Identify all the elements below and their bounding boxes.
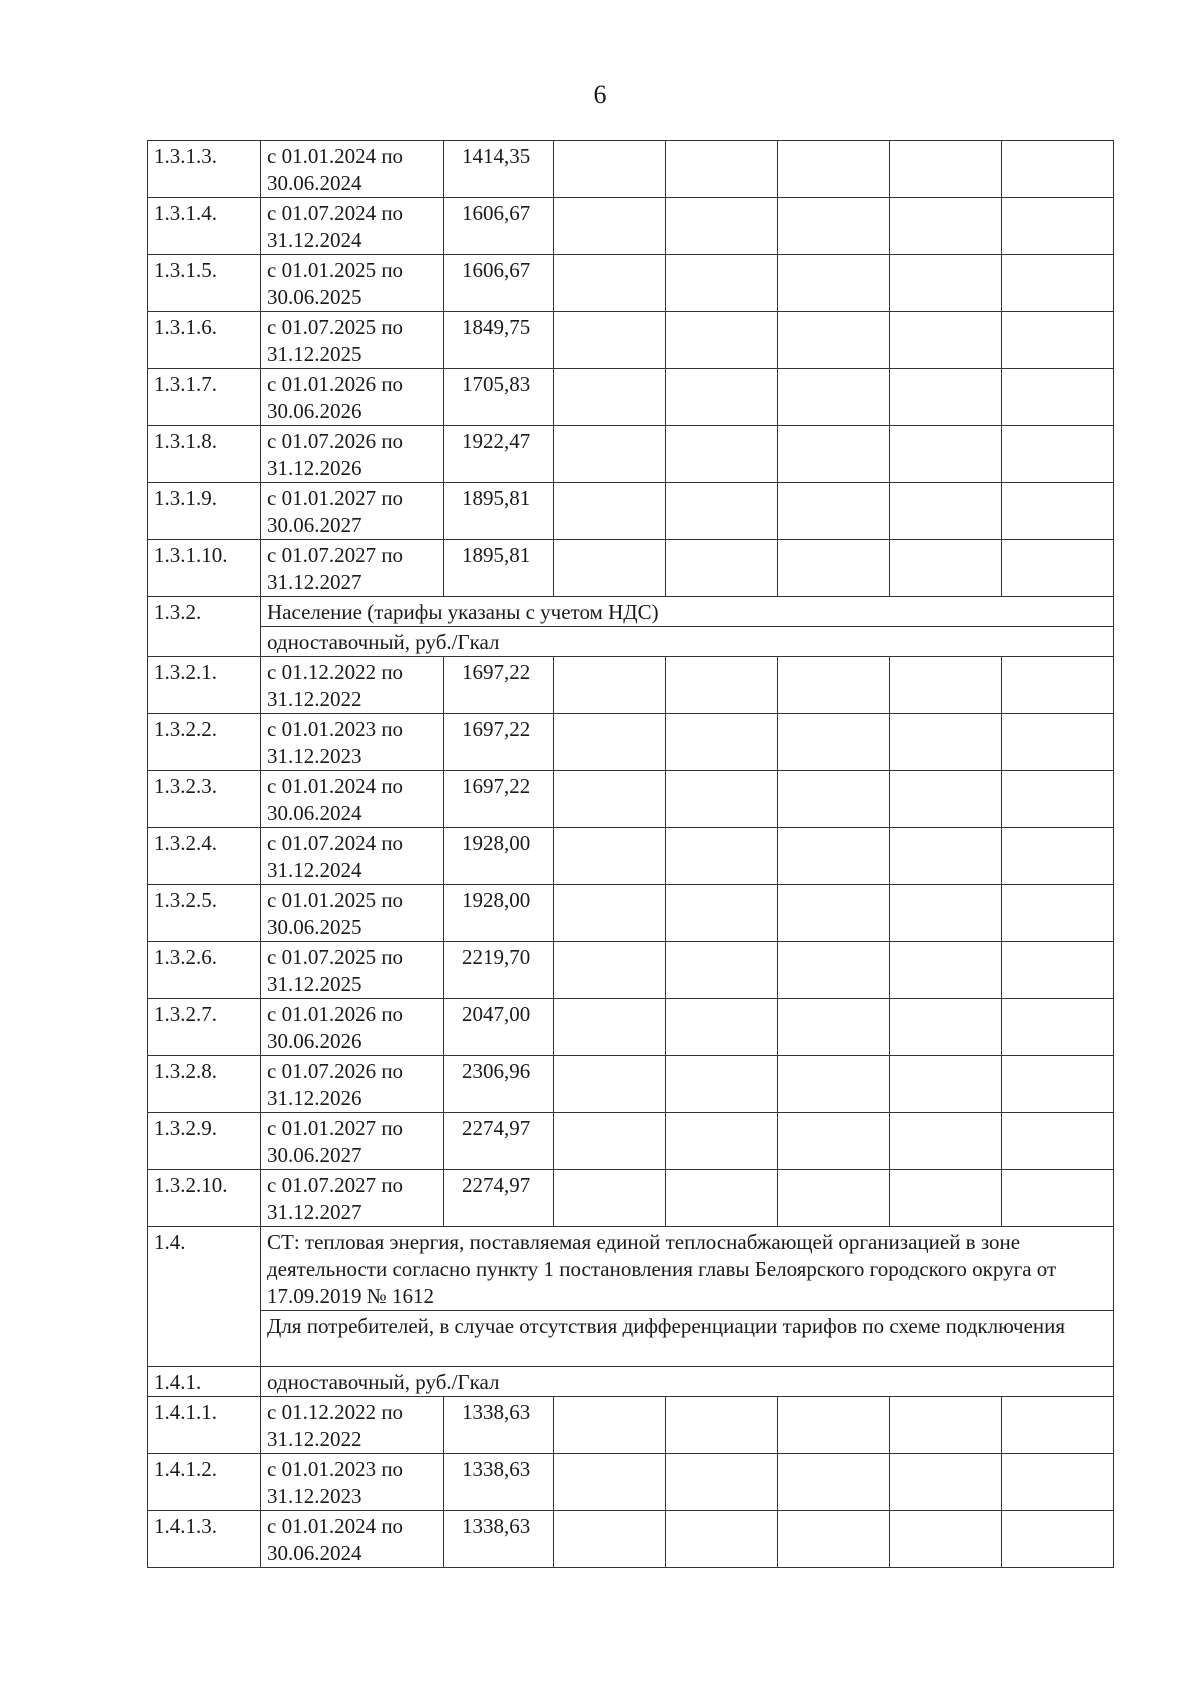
tariff-value-cell: 1697,22 [444, 714, 554, 771]
tariff-table-body [148, 141, 1114, 1568]
empty-cell [890, 771, 1002, 828]
empty-cell [1002, 1397, 1114, 1454]
period-end: 31.12.2024 [267, 858, 362, 882]
empty-cell [1002, 141, 1114, 198]
row-number-cell: 1.3.1.8. [148, 426, 261, 483]
empty-cell [890, 828, 1002, 885]
table-row [148, 426, 1114, 483]
empty-cell [1002, 1170, 1114, 1227]
tariff-value-cell: 1697,22 [444, 657, 554, 714]
empty-cell [778, 1454, 890, 1511]
empty-cell [890, 369, 1002, 426]
period-cell [261, 1170, 444, 1227]
empty-cell [554, 312, 666, 369]
period-end: 30.06.2026 [267, 1029, 362, 1053]
table-row [148, 1170, 1114, 1227]
period-cell [261, 141, 444, 198]
empty-cell [666, 828, 778, 885]
empty-cell [890, 999, 1002, 1056]
empty-cell [554, 771, 666, 828]
period-cell [261, 255, 444, 312]
period-cell [261, 999, 444, 1056]
period-end: 31.12.2026 [267, 456, 362, 480]
empty-cell [554, 1511, 666, 1568]
empty-cell [778, 540, 890, 597]
table-row [148, 483, 1114, 540]
tariff-value-cell: 1697,22 [444, 771, 554, 828]
tariff-value-cell: 2219,70 [444, 942, 554, 999]
period-start: с 01.01.2025 по [267, 258, 404, 282]
empty-cell [778, 1056, 890, 1113]
empty-cell [666, 255, 778, 312]
period-end: 31.12.2027 [267, 570, 362, 594]
empty-cell [1002, 369, 1114, 426]
table-row [148, 1511, 1114, 1568]
period-cell [261, 1454, 444, 1511]
empty-cell [890, 1113, 1002, 1170]
period-end: 30.06.2027 [267, 513, 362, 537]
row-number-cell: 1.3.2.6. [148, 942, 261, 999]
table-row [148, 1454, 1114, 1511]
empty-cell [778, 942, 890, 999]
section-heading-row [148, 1227, 1114, 1311]
empty-cell [666, 540, 778, 597]
empty-cell [778, 999, 890, 1056]
empty-cell [1002, 942, 1114, 999]
empty-cell [890, 1511, 1002, 1568]
period-start: с 01.07.2025 по [267, 945, 404, 969]
empty-cell [890, 141, 1002, 198]
table-row [148, 1397, 1114, 1454]
section-subtitle-cell: Для потребителей, в случае отсутствия дифференциации тарифов по схеме подключения [261, 1311, 1114, 1367]
period-end: 31.12.2026 [267, 1086, 362, 1110]
table-row [148, 999, 1114, 1056]
period-cell [261, 483, 444, 540]
row-number-cell: 1.3.2.9. [148, 1113, 261, 1170]
empty-cell [1002, 540, 1114, 597]
empty-cell [890, 885, 1002, 942]
empty-cell [554, 483, 666, 540]
period-end: 31.12.2025 [267, 972, 362, 996]
empty-cell [778, 1170, 890, 1227]
empty-cell [666, 1056, 778, 1113]
period-cell [261, 942, 444, 999]
row-number-cell: 1.3.2.5. [148, 885, 261, 942]
empty-cell [554, 1170, 666, 1227]
empty-cell [778, 369, 890, 426]
table-row [148, 657, 1114, 714]
row-number-cell: 1.3.2.7. [148, 999, 261, 1056]
tariff-value-cell: 1849,75 [444, 312, 554, 369]
empty-cell [1002, 198, 1114, 255]
empty-cell [666, 885, 778, 942]
empty-cell [890, 312, 1002, 369]
row-number-cell: 1.4.1. [148, 1367, 261, 1397]
row-number-cell: 1.3.2.4. [148, 828, 261, 885]
table-row [148, 828, 1114, 885]
empty-cell [666, 141, 778, 198]
section-heading-row [148, 1367, 1114, 1397]
empty-cell [1002, 828, 1114, 885]
period-start: с 01.07.2027 по [267, 543, 404, 567]
table-row [148, 714, 1114, 771]
empty-cell [1002, 999, 1114, 1056]
empty-cell [778, 483, 890, 540]
table-row [148, 312, 1114, 369]
empty-cell [666, 771, 778, 828]
period-start: с 01.12.2022 по [267, 660, 404, 684]
empty-cell [1002, 714, 1114, 771]
empty-cell [1002, 1511, 1114, 1568]
row-number-cell: 1.4.1.1. [148, 1397, 261, 1454]
page-number: 6 [593, 80, 607, 109]
empty-cell [666, 483, 778, 540]
tariff-value-cell: 1922,47 [444, 426, 554, 483]
tariff-value-cell: 1338,63 [444, 1454, 554, 1511]
empty-cell [1002, 255, 1114, 312]
empty-cell [554, 885, 666, 942]
period-cell [261, 426, 444, 483]
empty-cell [890, 657, 1002, 714]
row-number-cell: 1.3.2.1. [148, 657, 261, 714]
period-cell [261, 885, 444, 942]
empty-cell [778, 885, 890, 942]
empty-cell [554, 426, 666, 483]
period-end: 31.12.2025 [267, 342, 362, 366]
empty-cell [666, 1397, 778, 1454]
tariff-value-cell: 2047,00 [444, 999, 554, 1056]
section-subtitle-cell: одноставочный, руб./Гкал [261, 627, 1114, 657]
period-cell [261, 714, 444, 771]
empty-cell [554, 1056, 666, 1113]
table-row [148, 1056, 1114, 1113]
period-end: 30.06.2024 [267, 801, 362, 825]
empty-cell [554, 1113, 666, 1170]
empty-cell [666, 1454, 778, 1511]
empty-cell [554, 714, 666, 771]
period-end: 31.12.2024 [267, 228, 362, 252]
empty-cell [890, 714, 1002, 771]
empty-cell [554, 828, 666, 885]
empty-cell [890, 1056, 1002, 1113]
empty-cell [554, 657, 666, 714]
empty-cell [666, 1113, 778, 1170]
tariff-value-cell: 1606,67 [444, 255, 554, 312]
empty-cell [666, 369, 778, 426]
row-number-cell: 1.3.1.4. [148, 198, 261, 255]
empty-cell [890, 255, 1002, 312]
empty-cell [1002, 885, 1114, 942]
empty-cell [778, 141, 890, 198]
empty-cell [666, 198, 778, 255]
tariff-value-cell: 1338,63 [444, 1397, 554, 1454]
row-number-cell: 1.3.1.7. [148, 369, 261, 426]
period-cell [261, 771, 444, 828]
empty-cell [890, 1170, 1002, 1227]
empty-cell [1002, 657, 1114, 714]
period-start: с 01.01.2025 по [267, 888, 404, 912]
empty-cell [778, 1397, 890, 1454]
period-end: 30.06.2025 [267, 915, 362, 939]
empty-cell [554, 1397, 666, 1454]
period-start: с 01.01.2024 по [267, 1514, 404, 1538]
empty-cell [778, 771, 890, 828]
period-start: с 01.07.2026 по [267, 429, 404, 453]
empty-cell [1002, 426, 1114, 483]
empty-cell [554, 540, 666, 597]
period-start: с 01.01.2024 по [267, 774, 404, 798]
empty-cell [554, 942, 666, 999]
section-title-cell: Население (тарифы указаны с учетом НДС) [261, 597, 1114, 627]
row-number-cell: 1.3.1.5. [148, 255, 261, 312]
tariff-value-cell: 1338,63 [444, 1511, 554, 1568]
period-cell [261, 657, 444, 714]
empty-cell [666, 942, 778, 999]
table-row [148, 885, 1114, 942]
tariff-value-cell: 1414,35 [444, 141, 554, 198]
empty-cell [778, 426, 890, 483]
period-end: 31.12.2023 [267, 744, 362, 768]
empty-cell [778, 312, 890, 369]
empty-cell [666, 426, 778, 483]
row-number-cell: 1.3.2. [148, 597, 261, 657]
empty-cell [1002, 771, 1114, 828]
empty-cell [778, 1113, 890, 1170]
tariff-value-cell: 2274,97 [444, 1170, 554, 1227]
tariff-table [147, 140, 1114, 1568]
empty-cell [778, 255, 890, 312]
period-cell [261, 1113, 444, 1170]
tariff-value-cell: 1928,00 [444, 885, 554, 942]
period-cell [261, 828, 444, 885]
empty-cell [554, 369, 666, 426]
row-number-cell: 1.3.2.8. [148, 1056, 261, 1113]
section-title-cell: СТ: тепловая энергия, поставляемая единой теплоснабжающей организацией в зоне деятельности согласно пункту 1 постановления главы Белоярского городского округа от 17.09.2019 № 1612 [261, 1227, 1114, 1311]
empty-cell [554, 1454, 666, 1511]
empty-cell [666, 1511, 778, 1568]
empty-cell [778, 1511, 890, 1568]
period-end: 31.12.2023 [267, 1484, 362, 1508]
table-row [148, 942, 1114, 999]
empty-cell [890, 426, 1002, 483]
row-number-cell: 1.3.1.10. [148, 540, 261, 597]
row-number-cell: 1.3.1.9. [148, 483, 261, 540]
table-row [148, 369, 1114, 426]
empty-cell [666, 714, 778, 771]
period-end: 31.12.2022 [267, 687, 362, 711]
empty-cell [890, 483, 1002, 540]
row-number-cell: 1.3.2.10. [148, 1170, 261, 1227]
empty-cell [1002, 1454, 1114, 1511]
empty-cell [778, 657, 890, 714]
period-start: с 01.01.2026 по [267, 372, 404, 396]
table-row [148, 771, 1114, 828]
row-number-cell: 1.3.2.2. [148, 714, 261, 771]
section-subheading-row [148, 627, 1114, 657]
tariff-value-cell: 1606,67 [444, 198, 554, 255]
period-end: 30.06.2027 [267, 1143, 362, 1167]
period-start: с 01.01.2024 по [267, 144, 404, 168]
empty-cell [666, 312, 778, 369]
empty-cell [890, 540, 1002, 597]
period-end: 30.06.2026 [267, 399, 362, 423]
period-start: с 01.07.2024 по [267, 831, 404, 855]
empty-cell [1002, 1056, 1114, 1113]
tariff-value-cell: 2274,97 [444, 1113, 554, 1170]
period-cell [261, 1511, 444, 1568]
empty-cell [1002, 312, 1114, 369]
period-start: с 01.07.2027 по [267, 1173, 404, 1197]
row-number-cell: 1.4.1.3. [148, 1511, 261, 1568]
row-number-cell: 1.3.2.3. [148, 771, 261, 828]
row-number-cell: 1.4. [148, 1227, 261, 1367]
period-start: с 01.07.2024 по [267, 201, 404, 225]
empty-cell [890, 1454, 1002, 1511]
period-cell [261, 198, 444, 255]
row-number-cell: 1.3.1.3. [148, 141, 261, 198]
period-cell [261, 312, 444, 369]
period-start: с 01.12.2022 по [267, 1400, 404, 1424]
period-end: 30.06.2025 [267, 285, 362, 309]
table-row [148, 255, 1114, 312]
empty-cell [666, 999, 778, 1056]
empty-cell [554, 999, 666, 1056]
table-row [148, 540, 1114, 597]
period-start: с 01.01.2023 по [267, 717, 404, 741]
tariff-value-cell: 1895,81 [444, 540, 554, 597]
row-number-cell: 1.3.1.6. [148, 312, 261, 369]
empty-cell [666, 1170, 778, 1227]
period-end: 30.06.2024 [267, 171, 362, 195]
period-end: 30.06.2024 [267, 1541, 362, 1565]
section-subheading-row [148, 1311, 1114, 1367]
period-start: с 01.07.2025 по [267, 315, 404, 339]
empty-cell [890, 942, 1002, 999]
period-cell [261, 1056, 444, 1113]
tariff-value-cell: 2306,96 [444, 1056, 554, 1113]
section-heading-row [148, 597, 1114, 627]
period-end: 31.12.2022 [267, 1427, 362, 1451]
period-cell [261, 540, 444, 597]
tariff-value-cell: 1928,00 [444, 828, 554, 885]
empty-cell [1002, 1113, 1114, 1170]
empty-cell [554, 141, 666, 198]
period-start: с 01.01.2026 по [267, 1002, 404, 1026]
table-row [148, 141, 1114, 198]
empty-cell [666, 657, 778, 714]
row-number-cell: 1.4.1.2. [148, 1454, 261, 1511]
empty-cell [554, 198, 666, 255]
tariff-value-cell: 1705,83 [444, 369, 554, 426]
empty-cell [778, 828, 890, 885]
period-start: с 01.01.2027 по [267, 486, 404, 510]
table-row [148, 1113, 1114, 1170]
empty-cell [778, 198, 890, 255]
tariff-value-cell: 1895,81 [444, 483, 554, 540]
empty-cell [778, 714, 890, 771]
empty-cell [1002, 483, 1114, 540]
period-start: с 01.01.2023 по [267, 1457, 404, 1481]
section-title-cell: одноставочный, руб./Гкал [261, 1367, 1114, 1397]
empty-cell [890, 1397, 1002, 1454]
period-start: с 01.07.2026 по [267, 1059, 404, 1083]
period-end: 31.12.2027 [267, 1200, 362, 1224]
period-cell [261, 1397, 444, 1454]
empty-cell [890, 198, 1002, 255]
table-row [148, 198, 1114, 255]
period-start: с 01.01.2027 по [267, 1116, 404, 1140]
period-cell [261, 369, 444, 426]
empty-cell [554, 255, 666, 312]
